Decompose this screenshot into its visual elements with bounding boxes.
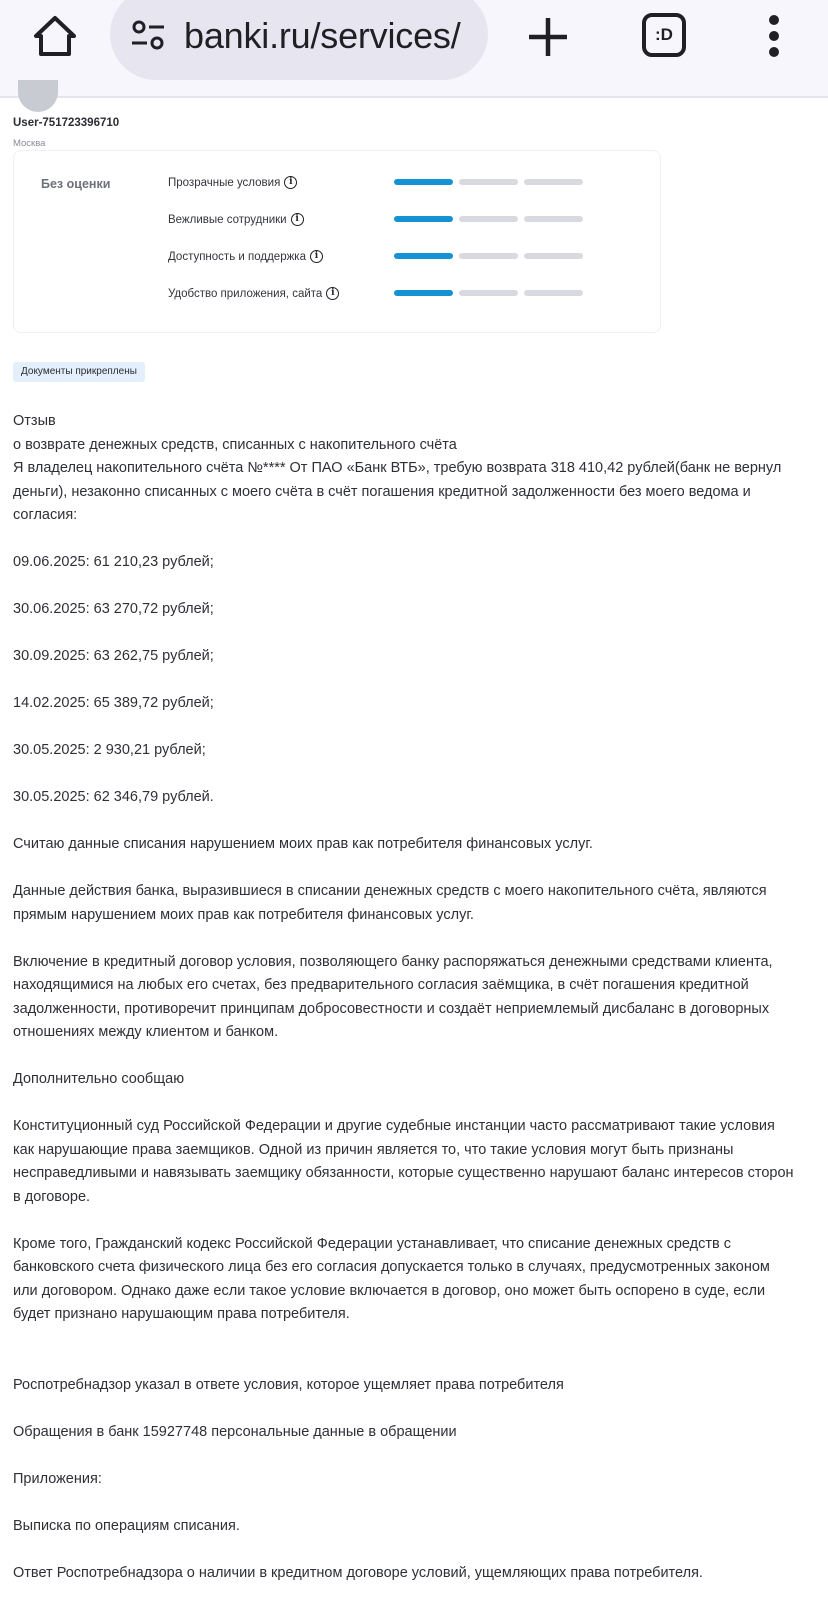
bar-empty bbox=[459, 216, 518, 222]
debit-item: 30.05.2025: 2 930,21 рублей; bbox=[13, 742, 206, 758]
rating-card bbox=[13, 150, 661, 333]
debit-item: 14.02.2025: 65 389,72 рублей; bbox=[13, 695, 214, 711]
overall-rating: Без оценки bbox=[41, 177, 111, 191]
review-line: задолженности, противоречит принципам добросовестности и создаёт неприемлемый дисбаланс в договорных bbox=[13, 1000, 770, 1017]
review-line: Обращения в банк 15927748 персональные данные в обращении bbox=[13, 1423, 457, 1440]
rating-bars bbox=[394, 179, 583, 185]
criterion-row bbox=[168, 285, 648, 305]
review-line: Дополнительно сообщаю bbox=[13, 1071, 185, 1087]
review-line: деньги), незаконно списанных с моего счёта в счёт погашения кредитной задолженности без моего ведома и bbox=[13, 483, 751, 500]
review-line: Приложения: bbox=[13, 1470, 102, 1487]
review-line: прямым нарушением моих прав как потребителя финансовых услуг. bbox=[13, 906, 474, 923]
info-icon[interactable]: i bbox=[291, 213, 304, 226]
debit-item: 30.05.2025: 62 346,79 рублей. bbox=[13, 789, 214, 805]
review-line: несправедливыми и навязывать заемщику обязанности, которые существенно нарушают баланс интересов сторон bbox=[13, 1165, 794, 1181]
review-line: банковского счета физического лица без его согласия допускается только в случаях, предусмотренных законом bbox=[13, 1259, 770, 1275]
tab-switcher-label: :D bbox=[655, 25, 673, 44]
criterion-label: Вежливые сотрудники bbox=[168, 213, 287, 226]
review-line: согласия: bbox=[13, 507, 78, 523]
review-line: Я владелец накопительного счёта №**** От ПАО «Банк ВТБ», требую возврата 318 410,42 рублей(банк не вернул bbox=[13, 460, 782, 476]
review-line: как нарушающие права заемщиков. Одной из причин является то, что такие условия могут быть признаны bbox=[13, 1141, 734, 1158]
tab-switcher-icon[interactable] bbox=[642, 13, 686, 57]
review-text bbox=[13, 410, 828, 1585]
criterion-row bbox=[168, 248, 648, 268]
review-line: Ответ Роспотребнадзора о наличии в кредитном договоре условий, ущемляющих права потребителя. bbox=[13, 1564, 703, 1581]
review-line: Считаю данные списания нарушением моих прав как потребителя финансовых услуг. bbox=[13, 836, 593, 852]
bar-empty bbox=[524, 179, 583, 185]
plus-icon[interactable] bbox=[525, 14, 571, 60]
tune-icon[interactable] bbox=[130, 18, 166, 54]
bar-filled bbox=[394, 290, 453, 296]
bar-empty bbox=[524, 290, 583, 296]
more-vert-icon[interactable] bbox=[766, 14, 782, 58]
debit-item: 09.06.2025: 61 210,23 рублей; bbox=[13, 554, 214, 570]
review-line: Включение в кредитный договор условия, позволяющего банку распоряжаться денежными средствами клиента, bbox=[13, 953, 773, 970]
review-line: отношениях между клиентом и банком. bbox=[13, 1024, 279, 1040]
bar-filled bbox=[394, 253, 453, 259]
bar-empty bbox=[459, 253, 518, 259]
review-line: или договором. Однако даже если такое условие включается в договор, оно может быть оспорено в суде, если bbox=[13, 1282, 766, 1299]
documents-attached-badge: Документы прикреплены bbox=[13, 362, 145, 382]
info-icon[interactable]: i bbox=[326, 287, 339, 300]
review-title: Отзыв bbox=[13, 413, 56, 429]
rating-bars bbox=[394, 253, 583, 259]
debit-item: 30.09.2025: 63 262,75 рублей; bbox=[13, 648, 214, 664]
bar-empty bbox=[459, 290, 518, 296]
rating-bars bbox=[394, 216, 583, 222]
criterion-row bbox=[168, 211, 648, 231]
review-subtitle: о возврате денежных средств, списанных с накопительного счёта bbox=[13, 436, 457, 453]
address-bar[interactable] bbox=[110, 0, 488, 80]
rating-bars bbox=[394, 290, 583, 296]
review-line: находящимися на любых его счетах, без предварительного согласия заёмщика, в счёт погашения кредитной bbox=[13, 977, 749, 993]
review-line: в договоре. bbox=[13, 1188, 91, 1205]
debit-item: 30.06.2025: 63 270,72 рублей; bbox=[13, 601, 214, 617]
bar-empty bbox=[459, 179, 518, 185]
criterion-label: Прозрачные условия bbox=[168, 176, 281, 189]
criterion-label: Доступность и поддержка bbox=[168, 250, 306, 263]
review-line: Кроме того, Гражданский кодекс Российской Федерации устанавливает, что списание денежных средств с bbox=[13, 1235, 731, 1252]
review-line: Выписка по операциям списания. bbox=[13, 1517, 240, 1534]
criterion-row bbox=[168, 174, 648, 194]
info-icon[interactable]: i bbox=[310, 250, 323, 263]
url-text: banki.ru/services/ bbox=[184, 15, 461, 56]
browser-toolbar bbox=[0, 0, 828, 98]
home-icon[interactable] bbox=[30, 14, 80, 58]
reviewer-city: Москва bbox=[13, 138, 46, 149]
bar-filled bbox=[394, 216, 453, 222]
review-line: Конституционный суд Российской Федерации и другие судебные инстанции часто рассматривают такие условия bbox=[13, 1118, 775, 1134]
avatar[interactable] bbox=[18, 80, 58, 112]
review-line: будет признано нарушающим права потребителя. bbox=[13, 1306, 350, 1322]
criterion-label: Удобство приложения, сайта bbox=[168, 287, 323, 300]
bar-empty bbox=[524, 216, 583, 222]
review-line: Роспотребнадзор указал в ответе условия, которое ущемляет права потребителя bbox=[13, 1376, 564, 1393]
reviewer-name[interactable]: User-751723396710 bbox=[13, 117, 120, 129]
bar-empty bbox=[524, 253, 583, 259]
info-icon[interactable]: i bbox=[284, 176, 297, 189]
bar-filled bbox=[394, 179, 453, 185]
review-line: Данные действия банка, выразившиеся в списании денежных средств с моего накопительного счёта, являются bbox=[13, 883, 767, 899]
